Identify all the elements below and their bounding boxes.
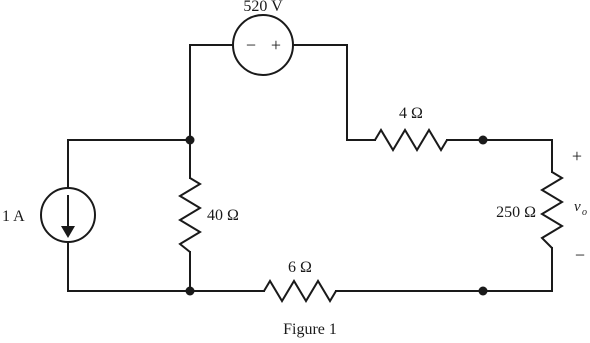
wire-right-top [447,140,552,172]
output-symbol: v [574,199,581,215]
figure-caption: Figure 1 [283,321,337,338]
wire-top-left [68,140,190,188]
junction-dot [186,136,195,145]
wire-right-bottom [336,248,552,291]
current-source [2,188,95,242]
resistor-250-ohm-zigzag [542,172,562,248]
output-voltage [572,146,587,265]
resistor-250-ohm [496,172,562,248]
voltage-source-minus: − [245,35,257,55]
junction-dot [479,136,488,145]
junction-dot [479,287,488,296]
resistor-4-ohm-label: 4 Ω [399,105,423,122]
wire-to-vsource [190,45,233,140]
voltage-source-plus: + [270,35,282,55]
voltage-source-circle [233,15,293,75]
output-minus: − [574,245,586,265]
wire-bottom-left [68,242,190,291]
resistor-6-ohm-label: 6 Ω [288,259,312,276]
output-plus: + [571,146,583,166]
resistor-6-ohm-zigzag [264,281,336,301]
resistor-40-ohm-label: 40 Ω [207,207,239,224]
current-source-label: 1 A [2,208,25,225]
output-subscript: o [582,207,587,218]
voltage-source-label: 520 V [243,0,283,15]
voltage-source [233,0,293,75]
junction-dot [186,287,195,296]
wire-from-vsource [293,45,375,140]
resistor-40-ohm [180,178,239,252]
wires [68,45,552,291]
resistor-250-ohm-label: 250 Ω [496,204,536,221]
resistor-4-ohm-zigzag [375,130,447,150]
resistor-6-ohm [264,259,336,301]
resistor-40-ohm-zigzag [180,178,200,252]
resistor-4-ohm [375,105,447,150]
